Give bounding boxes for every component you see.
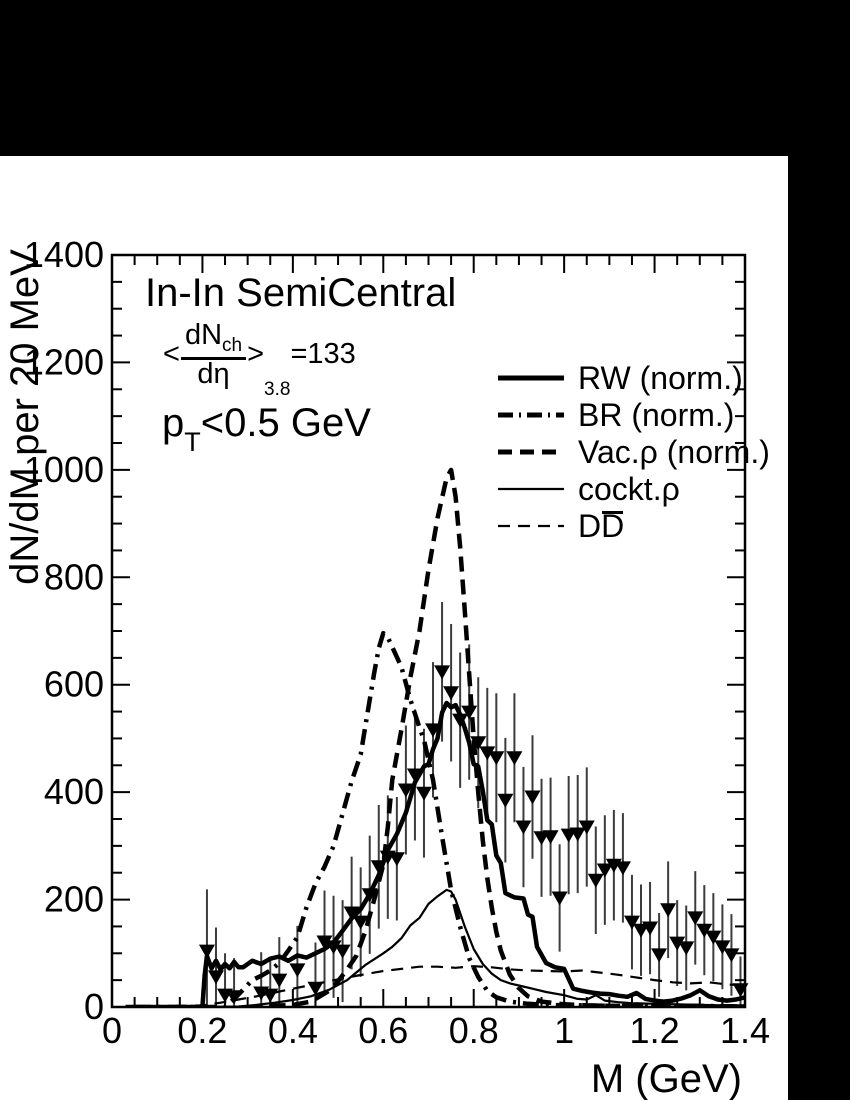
svg-text:1.2: 1.2 <box>629 1010 680 1051</box>
svg-text:0: 0 <box>101 1010 123 1051</box>
formula-denominator: dη <box>197 357 230 390</box>
svg-text:400: 400 <box>43 771 104 813</box>
legend-label: Vac.ρ (norm.) <box>578 434 770 470</box>
svg-text:1.4: 1.4 <box>719 1010 771 1051</box>
legend-item-br <box>498 398 734 432</box>
svg-text:1000: 1000 <box>23 448 104 490</box>
plot-title: In-In SemiCentral <box>145 271 457 315</box>
thick-solid-line-icon <box>498 361 564 395</box>
x-axis-title: M (GeV) <box>590 1057 742 1100</box>
legend-label: DD <box>578 508 625 544</box>
formula-fraction <box>181 321 246 389</box>
legend-item-vac-rho <box>498 435 770 469</box>
svg-text:600: 600 <box>43 663 104 705</box>
svg-text:200: 200 <box>43 878 104 920</box>
svg-text:1200: 1200 <box>23 341 104 383</box>
legend-label: BR (norm.) <box>578 397 735 433</box>
dnch-deta-formula <box>163 319 356 400</box>
svg-text:0.8: 0.8 <box>448 1010 499 1051</box>
pt-cut-label: $p_T<0.5$ GeV <box>162 401 371 457</box>
formula-numerator: $dN_{ch}$ <box>181 321 246 360</box>
d-bar-overline: D <box>601 508 625 544</box>
legend-label: RW (norm.) <box>578 360 743 396</box>
y-axis-title: dN/dM per 20 MeV <box>3 249 47 585</box>
formula-value: =133 <box>290 338 356 371</box>
svg-text:0.4: 0.4 <box>267 1010 318 1051</box>
svg-text:0.6: 0.6 <box>358 1010 409 1051</box>
thick-dashed-line-icon <box>498 435 564 469</box>
legend-item-ddbar <box>498 509 624 543</box>
formula-close-bracket: > <box>247 338 265 371</box>
svg-text:800: 800 <box>43 556 104 598</box>
thick-dashdot-line-icon <box>498 398 564 432</box>
thin-solid-line-icon <box>498 472 564 506</box>
pt-subscript: T <box>184 427 201 457</box>
formula-numerator-subscript: ch <box>222 334 243 356</box>
legend-item-cocktail-rho <box>498 472 680 506</box>
legend-label: cockt.ρ <box>578 471 680 507</box>
legend-item-rw <box>498 361 743 395</box>
svg-text:1: 1 <box>554 1010 575 1051</box>
svg-text:0: 0 <box>83 986 104 1027</box>
thin-dashed-line-icon <box>498 509 564 543</box>
svg-text:0.2: 0.2 <box>177 1010 228 1051</box>
svg-text:1400: 1400 <box>23 234 104 275</box>
formula-rapidity-subscript: 3.8 <box>264 378 291 400</box>
formula-open-bracket: < <box>163 338 180 371</box>
